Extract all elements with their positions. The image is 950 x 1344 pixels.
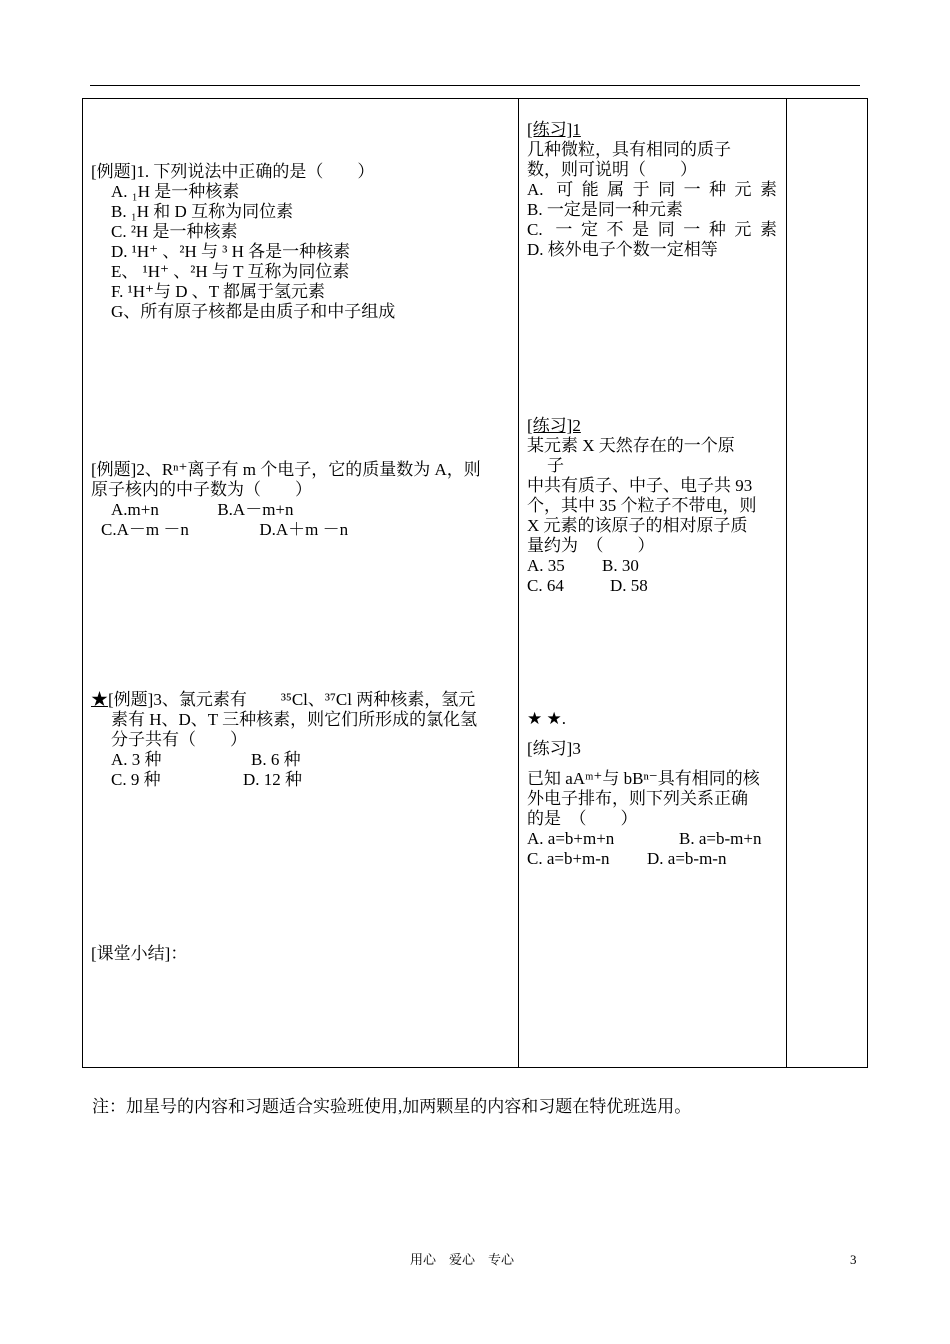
practice-3-option-c: C. a=b+m-n [527,849,610,868]
practice-3-line-2: 外电子排布，则下列关系正确 [527,789,748,808]
example-2 [91,460,481,540]
practice-2-option-c: C. 64 [527,576,564,595]
summary-label: [课堂小结]： [91,944,188,963]
practice-2-line-5: X 元素的该原子的相对原子质 [527,516,748,535]
practice-2-line-3: 中共有质子、中子、电子共 93 [527,476,753,495]
star-icon: ★ [91,690,108,709]
double-star-icon: ★ ★. [527,709,566,728]
column-divider-1 [518,99,519,1067]
practice-2-option-b: B. 30 [602,556,639,575]
practice-1-option-a: A. 可能属于同一种元素 [527,180,777,199]
example-2-option-d: D.A＋m －n [259,520,349,539]
example-2-option-c: C.A－m －n [101,520,189,539]
lesson-table [82,98,868,1068]
example-1-option-d: D. ¹H⁺ 、²H 与 ³ H 各是一种核素 [111,242,351,261]
practice-3 [527,709,781,869]
example-1-option-f: F. ¹H⁺与 D 、T 都属于氢元素 [111,282,326,301]
practice-2-line-6: 量约为 （ ） [527,536,655,555]
example-3-line-1: [例题]3、氯元素有 ³⁵Cl、³⁷Cl 两种核素，氢元 [108,690,476,709]
column-divider-2 [786,99,787,1067]
practice-2-option-a: A. 35 [527,556,565,575]
example-1-option-g: G、所有原子核都是由质子和中子组成 [111,302,396,321]
practice-1-title: [练习]1 [527,120,581,139]
practice-3-line-1: 已知 aAᵐ⁺与 bBⁿ⁻具有相同的核 [527,769,760,788]
example-2-line-1: [例题]2、Rⁿ⁺离子有 m 个电子，它的质量数为 A，则 [91,460,481,479]
example-3 [91,690,477,790]
example-2-option-b: B.A－m+n [217,500,294,519]
footer-motto: 用心 爱心 专心 [410,1252,515,1267]
example-1-option-b: B. ₁H 和 D 互称为同位素 [111,202,294,221]
example-3-option-a: A. 3 种 [111,750,162,769]
practice-3-option-a: A. a=b+m+n [527,829,615,848]
practice-2-line-1: 某元素 X 天然存在的一个原 [527,436,735,455]
practice-3-option-d: D. a=b-m-n [647,849,727,868]
practice-2-title: [练习]2 [527,416,581,435]
practice-2 [527,416,781,596]
practice-1-line-2: 数，则可说明（ ） [527,160,697,179]
practice-2-line-4: 个，其中 35 个粒子不带电，则 [527,496,757,515]
practice-2-option-d: D. 58 [610,576,648,595]
practice-2-line-2: 子 [547,456,564,475]
summary [91,944,187,964]
example-2-option-a: A.m+n [111,500,159,519]
practice-1-option-d: D. 核外电子个数一定相等 [527,240,718,259]
practice-1 [527,120,777,260]
example-3-option-d: D. 12 种 [243,770,303,789]
example-1-option-c: C. ²H 是一种核素 [111,222,238,241]
practice-3-option-b: B. a=b-m+n [679,829,762,848]
example-3-line-2: 素有 H、D、T 三种核素，则它们所形成的氯化氢 [111,710,478,729]
practice-1-option-b: B. 一定是同一种元素 [527,200,683,219]
header-rule [90,85,860,86]
example-1-title: [例题]1. 下列说法中正确的是（ ） [91,162,375,181]
example-1-option-a: A. ₁H 是一种核素 [111,182,240,201]
footnote: 注：加星号的内容和习题适合实验班使用,加两颗星的内容和习题在特优班选用。 [92,1097,692,1116]
practice-1-line-1: 几种微粒，具有相同的质子 [527,140,731,159]
practice-3-line-3: 的是 （ ） [527,809,638,828]
practice-1-option-c: C. 一定不是同一种元素 [527,220,777,239]
example-3-line-3: 分子共有（ ） [111,730,247,749]
example-1 [91,162,395,322]
example-3-option-b: B. 6 种 [251,750,301,769]
page-number: 3 [850,1252,857,1267]
example-3-option-c: C. 9 种 [111,770,161,789]
practice-3-title: [练习]3 [527,739,581,758]
example-2-line-2: 原子核内的中子数为（ ） [91,480,312,499]
example-1-option-e: E、 ¹H⁺ 、²H 与 T 互称为同位素 [111,262,350,281]
